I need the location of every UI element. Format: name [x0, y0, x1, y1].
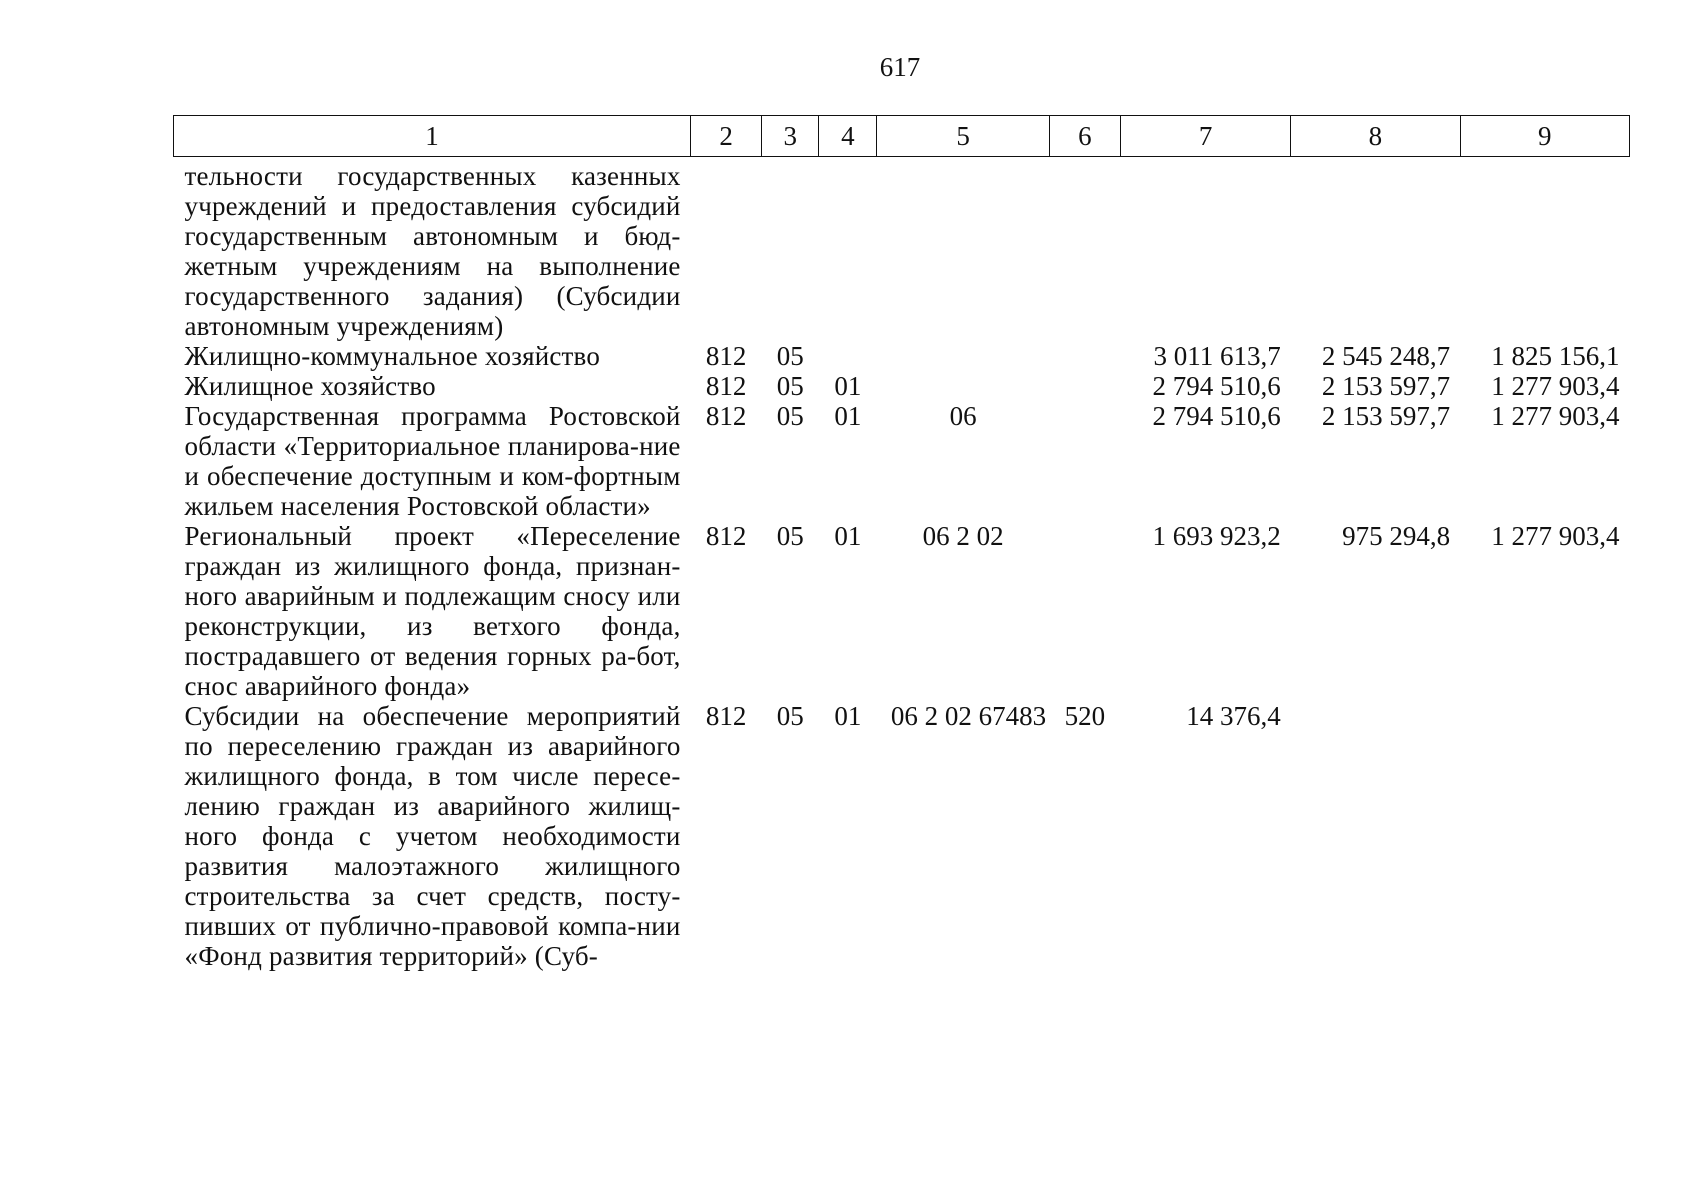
row-name: Государственная программа Ростовской области «Территориальное планирова-ние и обеспечение доступным и ком-фортным жильем населения Ростовской области»	[184, 401, 681, 521]
header-cell: 6	[1049, 116, 1120, 157]
header-cell: 2	[691, 116, 762, 157]
cell-expense-type	[1049, 521, 1120, 701]
cell-expense-type	[1049, 157, 1120, 342]
cell-section: 05	[776, 341, 804, 371]
cell-amount-8: 2 153 597,7	[1321, 401, 1451, 431]
cell-target-article: 06 2 02 67483	[890, 701, 1047, 731]
cell-amount-8: 2 153 597,7	[1321, 371, 1451, 401]
cell-target-article	[877, 157, 1049, 342]
header-cell: 5	[877, 116, 1049, 157]
cell-amount-9: 1 277 903,4	[1491, 371, 1620, 401]
cell-subsection	[819, 341, 877, 371]
cell-amount-8: 975 294,8	[1342, 521, 1451, 551]
header-cell: 3	[762, 116, 819, 157]
cell-amount-7: 2 794 510,6	[1152, 401, 1281, 431]
cell-target-article: 06 2 02	[922, 521, 1004, 551]
cell-amount-9: 1 277 903,4	[1491, 401, 1620, 431]
row-name: Жилищное хозяйство	[184, 371, 436, 401]
cell-ministry: 812	[705, 341, 747, 371]
cell-amount-7	[1120, 157, 1290, 342]
cell-expense-type	[1049, 341, 1120, 371]
cell-subsection: 01	[834, 401, 862, 431]
cell-amount-9: 1 277 903,4	[1491, 521, 1620, 551]
cell-amount-7: 3 011 613,7	[1153, 341, 1281, 371]
cell-expense-type: 520	[1064, 701, 1106, 731]
cell-amount-9: 1 825 156,1	[1491, 341, 1620, 371]
cell-amount-9	[1460, 157, 1629, 342]
budget-table	[173, 115, 1630, 971]
header-cell: 8	[1291, 116, 1460, 157]
cell-section: 05	[776, 701, 804, 731]
table-row	[174, 157, 1630, 342]
cell-expense-type	[1049, 401, 1120, 521]
cell-ministry	[691, 157, 762, 342]
cell-section: 05	[776, 371, 804, 401]
header-cell: 4	[819, 116, 877, 157]
row-name: тельности государственных казенных учреждений и предоставления субсидий государственным автономным и бюд-жетным учреждениям на выполнение государственного задания) (Субсидии автономным учреждениям)	[184, 161, 681, 341]
table-row	[174, 401, 1630, 521]
cell-section: 05	[776, 401, 804, 431]
cell-expense-type	[1049, 371, 1120, 401]
header-cell: 1	[174, 116, 691, 157]
cell-ministry: 812	[705, 521, 747, 551]
cell-subsection	[819, 157, 877, 342]
cell-subsection: 01	[834, 701, 862, 731]
page-number: 617	[879, 52, 921, 82]
cell-target-article: 06	[949, 401, 977, 431]
row-name: Субсидии на обеспечение мероприятий по переселению граждан из аварийного жилищного фонда, в том числе пересе-лению граждан из аварийного жилищ-ного фонда с учетом необходимости развития малоэтажного жилищного строительства за счет средств, посту-пивших от публично-правовой компа-нии «Фонд развития территорий» (Суб-	[184, 701, 681, 971]
header-cell: 9	[1460, 116, 1629, 157]
row-name: Региональный проект «Переселение граждан из жилищного фонда, признан-ного аварийным и подлежащим сносу или реконструкции, из ветхого фонда, пострадавшего от ведения горных ра-бот, снос аварийного фонда»	[184, 521, 681, 701]
header-row	[174, 116, 1630, 157]
cell-target-article	[877, 371, 1049, 401]
header-cell: 7	[1120, 116, 1290, 157]
cell-amount-7: 2 794 510,6	[1152, 371, 1281, 401]
cell-amount-9	[1460, 701, 1629, 971]
cell-subsection: 01	[834, 371, 862, 401]
table-row	[174, 371, 1630, 401]
table-row	[174, 341, 1630, 371]
cell-ministry: 812	[705, 401, 747, 431]
row-name: Жилищно-коммунальное хозяйство	[184, 341, 601, 371]
cell-amount-7: 1 693 923,2	[1152, 521, 1281, 551]
cell-section: 05	[776, 521, 804, 551]
cell-amount-8	[1291, 701, 1460, 971]
cell-subsection: 01	[834, 521, 862, 551]
cell-section	[762, 157, 819, 342]
cell-amount-7: 14 376,4	[1186, 701, 1281, 731]
cell-target-article	[877, 341, 1049, 371]
cell-ministry: 812	[705, 371, 747, 401]
cell-amount-8	[1291, 157, 1460, 342]
cell-amount-8: 2 545 248,7	[1321, 341, 1451, 371]
table-row	[174, 701, 1630, 971]
table-row	[174, 521, 1630, 701]
cell-ministry: 812	[705, 701, 747, 731]
